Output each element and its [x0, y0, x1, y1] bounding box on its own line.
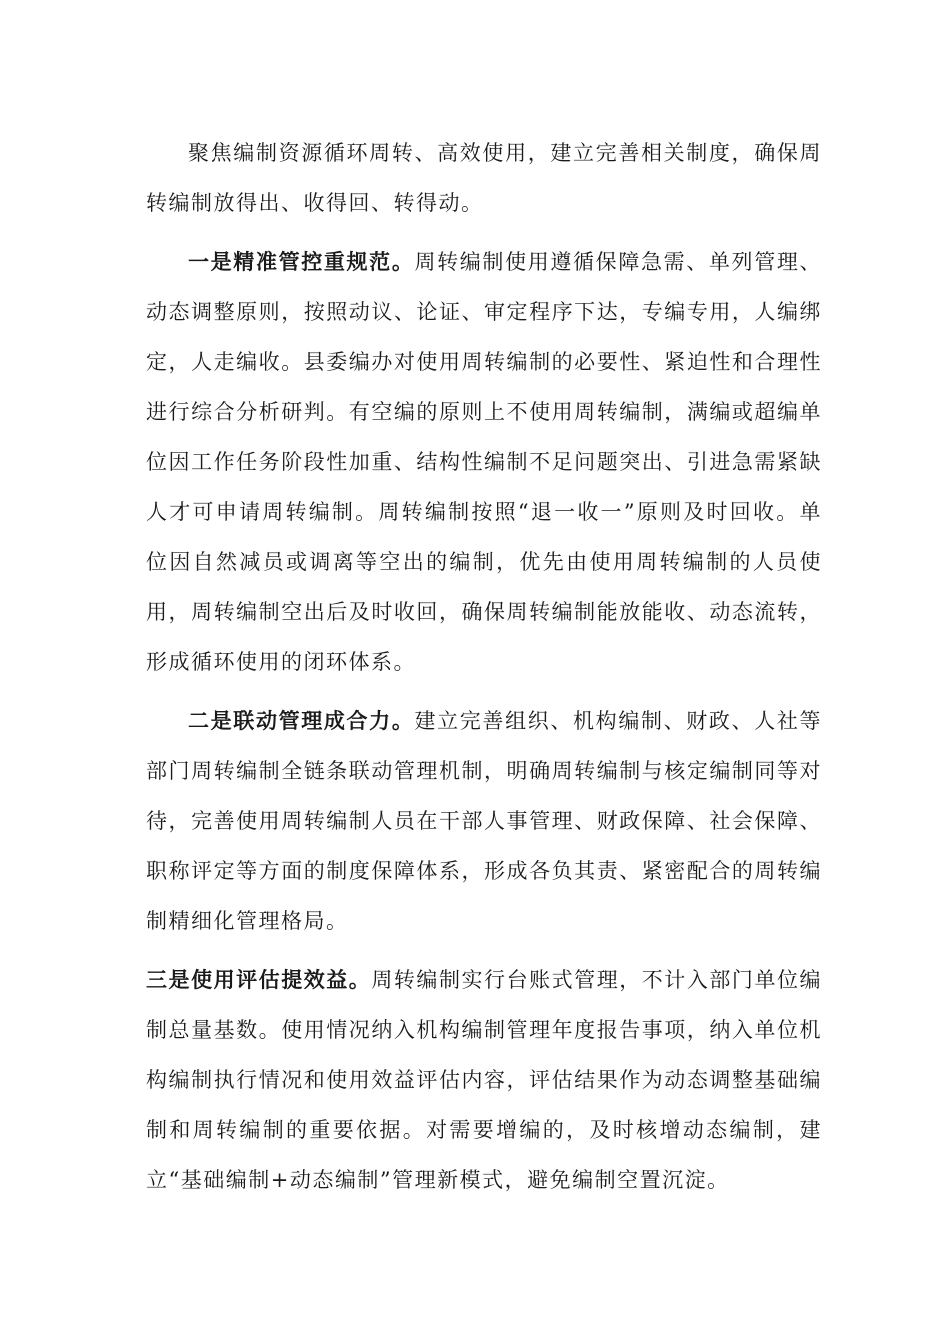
section-2-heading: 二是联动管理成合力。 [188, 708, 415, 733]
section-3-body: 周转编制实行台账式管理，不计入部门单位编制总量基数。使用情况纳入机构编制管理年度报告事项，纳入单位机构编制执行情况和使用效益评估内容，评估结果作为动态调整基础编制和周转编制的重要依据。对需要增编的，及时核增动态编制，建立“基础编制+动态编制”管理新模式，避免编制空置沉淀。 [146, 968, 823, 1192]
section-3-paragraph [146, 955, 822, 1205]
section-2-body: 建立完善组织、机构编制、财政、人社等部门周转编制全链条联动管理机制，明确周转编制与核定编制同等对待，完善使用周转编制人员在干部人事管理、财政保障、社会保障、职称评定等方面的制度保障体系，形成各负其责、紧密配合的周转编制精细化管理格局。 [146, 709, 823, 933]
intro-paragraph: 聚焦编制资源循环周转、高效使用，建立完善相关制度，确保周转编制放得出、收得回、转得动。 [146, 141, 822, 215]
section-1-heading: 一是精准管控重规范。 [188, 249, 415, 274]
section-1-body: 周转编制使用遵循保障急需、单列管理、动态调整原则，按照动议、论证、审定程序下达，专编专用，人编绑定，人走编收。县委编办对使用周转编制的必要性、紧迫性和合理性进行综合分析研判。有空编的原则上不使用周转编制，满编或超编单位因工作任务阶段性加重、结构性编制不足问题突出、引进急需紧缺人才可申请周转编制。周转编制按照“退一收一”原则及时回收。单位因自然减员或调离等空出的编制，优先由使用周转编制的人员使用，周转编制空出后及时收回，确保周转编制能放能收、动态流转，形成循环使用的闭环体系。 [146, 250, 823, 674]
section-1-paragraph [146, 237, 822, 687]
document-body [146, 128, 822, 1205]
section-2-paragraph [146, 696, 822, 946]
section-3-heading: 三是使用评估提效益。 [146, 967, 372, 992]
